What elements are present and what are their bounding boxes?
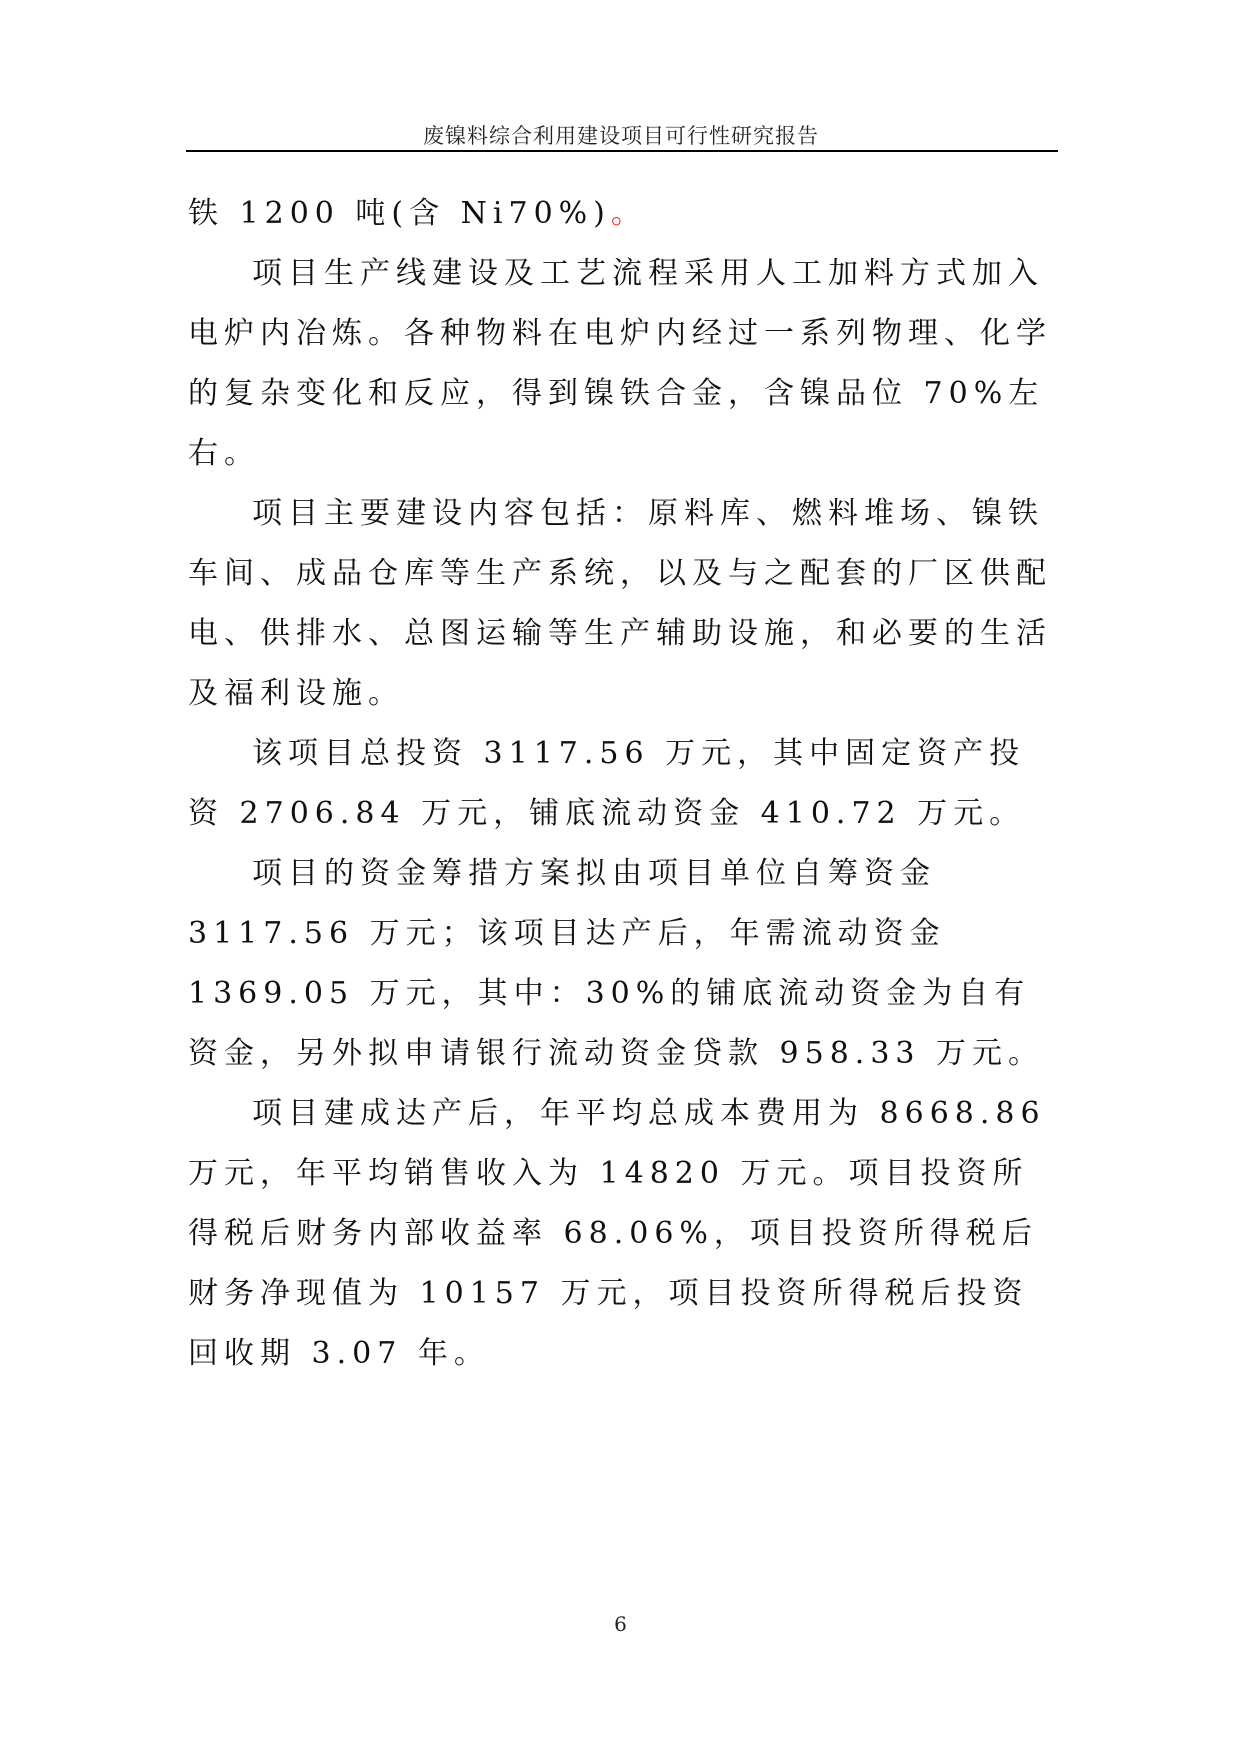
paragraph-total-investment: 该项目总投资 3117.56 万元，其中固定资产投资 2706.84 万元，铺底流动资金 410.72 万元。	[188, 736, 1026, 831]
page-number: 6	[614, 1612, 627, 1636]
paragraph-financial-results: 项目建成达产后，年平均总成本费用为 8668.86 万元，年平均销售收入为 14820 万元。项目投资所得税后财务内部收益率 68.06%，项目投资所得税后财务净现值为 10157 万元，项目投资所得税后投资回收期 3.07 年。	[188, 1096, 1046, 1371]
paragraph-continuation	[188, 184, 1056, 244]
header-divider	[186, 150, 1058, 152]
paragraph-construction-content: 项目主要建设内容包括：原料库、燃料堆场、镍铁车间、成品仓库等生产系统，以及与之配套的厂区供配电、供排水、总图运输等生产辅助设施，和必要的生活及福利设施。	[188, 496, 1052, 711]
red-full-stop: 。	[610, 196, 647, 231]
page-header-title: 废镍料综合利用建设项目可行性研究报告	[423, 124, 819, 148]
paragraph-continuation-text: 铁 1200 吨(含 Ni70%)	[188, 196, 611, 231]
paragraph-funding: 项目的资金筹措方案拟由项目单位自筹资金 3117.56 万元；该项目达产后，年需流动资金 1369.05 万元，其中：30%的铺底流动资金为自有资金，另外拟申请银行流动资金贷款 958.33 万元。	[188, 856, 1045, 1071]
document-body	[188, 184, 1056, 1384]
paragraph-process: 项目生产线建设及工艺流程采用人工加料方式加入电炉内冶炼。各种物料在电炉内经过一系列物理、化学的复杂变化和反应，得到镍铁合金，含镍品位 70%左右。	[188, 256, 1052, 471]
